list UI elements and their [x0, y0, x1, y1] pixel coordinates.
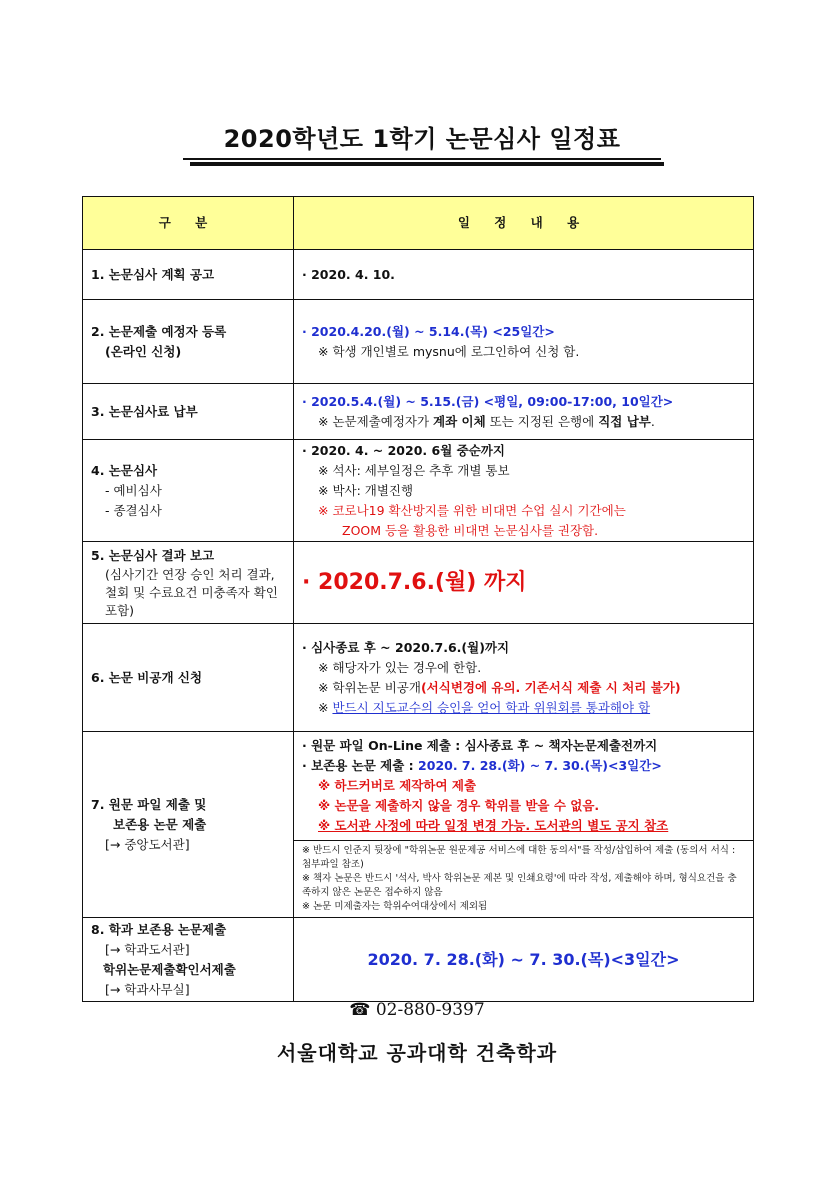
row-label [83, 732, 294, 918]
schedule-date: · 2020. 4. ~ 2020. 6월 중순까지 [302, 442, 505, 458]
schedule-note: ※ 석사: 세부일정은 추후 개별 통보 [318, 462, 510, 478]
table-row [83, 300, 754, 384]
row-label-sub: [→ 중앙도서관] [105, 836, 190, 852]
schedule-note: ※ 논문제출예정자가 계좌 이체 또는 지정된 은행에 직접 납부. [318, 413, 655, 429]
row-content [294, 918, 754, 1002]
row-label: 1. 논문심사 계획 공고 [83, 250, 294, 300]
row-label [83, 300, 294, 384]
schedule-date: · 2020.4.20.(월) ~ 5.14.(목) <25일간> [302, 323, 555, 339]
row-label-sub: [→ 학과도서관] [105, 941, 190, 957]
row-label-sub: - 예비심사 [105, 482, 162, 498]
schedule-note: ※ 해당자가 있는 경우에 한함. [318, 659, 482, 675]
row-label: 3. 논문심사료 납부 [83, 384, 294, 440]
row-label-sub: (온라인 신청) [105, 343, 182, 359]
schedule-note: ※ 논문을 제출하지 않을 경우 학위를 받을 수 없음. [318, 798, 600, 813]
schedule-note: ※ 도서관 사정에 따라 일정 변경 가능. 도서관의 별도 공지 참조 [318, 818, 669, 833]
table-header-row [83, 197, 754, 250]
schedule-note: ※ 학생 개인별로 mysnu에 로그인하여 신청 함. [318, 343, 580, 359]
row-label-sub: (심사기간 연장 승인 처리 결과, 철회 및 수료요건 미충족자 확인 포함) [105, 566, 278, 618]
row-label-title: 4. 논문심사 [91, 462, 158, 478]
row-label-sub: [→ 학과사무실] [105, 981, 190, 997]
table-row [83, 250, 754, 300]
row-label-title: 7. 원문 파일 제출 및 [91, 796, 207, 812]
organization-name: 서울대학교 공과대학 건축학과 [276, 1041, 558, 1065]
row-label [83, 440, 294, 542]
row-label-title: 학위논문제출확인서제출 [103, 961, 236, 977]
schedule-note: ZOOM 등을 활용한 비대면 논문심사를 권장함. [342, 522, 599, 538]
schedule-table [82, 196, 754, 1002]
row-label-sub: - 종결심사 [105, 502, 162, 518]
table-row [83, 624, 754, 732]
fine-print-note: ※ 논문 미제출자는 학위수여대상에서 제외됨 [302, 901, 488, 912]
row-content [294, 384, 754, 440]
report-deadline: · 2020.7.6.(월) 까지 [302, 569, 527, 595]
header-col-schedule: 일 정 내 용 [294, 197, 754, 250]
title-underline-thick [190, 162, 664, 166]
row-label-title: 8. 학과 보존용 논문제출 [91, 921, 227, 937]
row-label-sub: 보존용 논문 제출 [113, 816, 207, 832]
table-row [83, 918, 754, 1002]
contact-phone: ☎ 02-880-9397 [349, 1000, 485, 1020]
schedule-note: ※ 박사: 개별진행 [318, 482, 414, 498]
row-label: 6. 논문 비공개 신청 [83, 624, 294, 732]
row-label-title: 5. 논문심사 결과 보고 [91, 547, 215, 563]
schedule-date: · 원문 파일 On-Line 제출 : 심사종료 후 ~ 책자논문제출전까지 [302, 738, 658, 753]
row-content [294, 440, 754, 542]
fine-print-note: ※ 책자 논문은 반드시 '석사, 박사 학위논문 제본 및 인쇄요령'에 따라 작성, 제출해야 하며, 형식요건을 충족하지 않은 논문은 접수하지 않음 [302, 873, 737, 898]
page-title: 2020학년도 1학기 논문심사 일정표 [223, 125, 621, 153]
row-content [294, 542, 754, 624]
table-row [83, 440, 754, 542]
row-content [294, 300, 754, 384]
schedule-note: ※ 학위논문 비공개(서식변경에 유의. 기존서식 제출 시 처리 불가) [318, 679, 681, 695]
schedule-date: · 보존용 논문 제출 : 2020. 7. 28.(화) ~ 7. 30.(목)<3일간> [302, 758, 662, 773]
row-label [83, 918, 294, 1002]
table-row [83, 542, 754, 624]
schedule-date: · 2020.5.4.(월) ~ 5.15.(금) <평일, 09:00-17:00, 10일간> [302, 393, 674, 409]
row-content [294, 624, 754, 732]
fine-print-note: ※ 반드시 인준지 뒷장에 "학위논문 원문제공 서비스에 대한 동의서"를 작성/삽입하여 제출 (동의서 서식 : 첨부파일 참조) [302, 845, 736, 870]
table-row [83, 384, 754, 440]
title-underline [183, 158, 661, 160]
header-col-category: 구 분 [83, 197, 294, 250]
submission-period: 2020. 7. 28.(화) ~ 7. 30.(목)<3일간> [367, 949, 680, 969]
schedule-note: ※ 코로나19 확산방지를 위한 비대면 수업 실시 기간에는 [318, 502, 626, 518]
table-row [83, 732, 754, 918]
schedule-note: ※ 하드커버로 제작하여 제출 [318, 778, 477, 793]
row-label [83, 542, 294, 624]
schedule-date: · 2020. 4. 10. [302, 266, 395, 282]
schedule-date: · 심사종료 후 ~ 2020.7.6.(월)까지 [302, 639, 510, 655]
row-label-title: 2. 논문제출 예정자 등록 [91, 323, 227, 339]
row-content [294, 250, 754, 300]
schedule-note: ※ 반드시 지도교수의 승인을 얻어 학과 위원회를 통과해야 함 [318, 699, 651, 715]
row-content [294, 732, 754, 918]
